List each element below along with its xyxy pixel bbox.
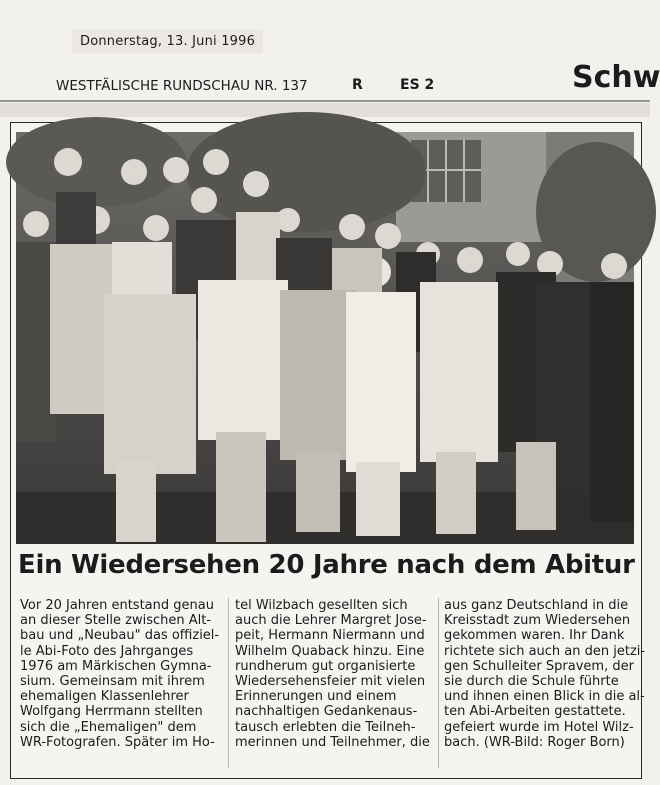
group-photo [16,132,634,544]
text-line: gekommen waren. Ihr Dank [444,628,625,644]
edition-letter: R [352,77,363,93]
column-divider [228,598,229,768]
text-line: gen Schulleiter Spravem, der [444,658,634,674]
section-code: ES 2 [400,77,435,93]
text-line: tausch erlebten die Teilneh- [235,719,416,735]
text-line: peit, Hermann Niermann und [235,628,425,644]
text-line: nachhaltigen Gedankenaus- [235,704,418,720]
town-heading-fragment: Schw [572,60,660,95]
text-line: merinnen und Teilnehmer, die [235,734,430,750]
text-line: le Abi-Foto des Jahrganges [20,643,194,659]
date-stamp: Donnerstag, 13. Juni 1996 [72,30,263,53]
article-column-1 [20,598,220,750]
newspaper-name: WESTFÄLISCHE RUNDSCHAU NR. 137 [56,78,308,94]
masthead [0,58,660,98]
text-line: aus ganz Deutschland in die [444,598,629,613]
text-line: WR-Fotografen. Später im Ho- [20,734,215,750]
text-line: sie durch die Schule führte [444,674,619,690]
text-line: auch die Lehrer Margret Jose- [235,613,427,629]
text-line: rundherum gut organisierte [235,658,416,674]
text-line: Wilhelm Quaback hinzu. Eine [235,643,425,659]
text-line: Wiedersehensfeier mit vielen [235,674,426,690]
text-line: an dieser Stelle zwischen Alt- [20,613,212,629]
text-line: ehemaligen Klassenlehrer [20,689,189,705]
text-line: richtete sich auch an den jetzi- [444,643,646,659]
text-line: bach. (WR-Bild: Roger Born) [444,734,625,750]
text-line: Wolfgang Herrmann stellten [20,704,203,720]
article-column-2 [235,598,435,750]
text-line: gefeiert wurde im Hotel Wilz- [444,719,634,735]
text-line: und ihnen einen Blick in die al- [444,689,645,705]
text-line: ten Abi-Arbeiten gestattete. [444,704,626,720]
text-line: tel Wilzbach gesellten sich [235,598,408,613]
text-line: Erinnerungen und einem [235,689,397,705]
article-headline: Ein Wiedersehen 20 Jahre nach dem Abitur [18,550,635,580]
article-column-3 [444,598,646,750]
text-line: 1976 am Märkischen Gymna- [20,658,212,674]
text-line: Kreisstadt zum Wiedersehen [444,613,631,629]
text-line: sium. Gemeinsam mit ihrem [20,674,205,690]
text-line: sich die „Ehemaligen" dem [20,719,197,735]
masthead-rule [0,100,650,102]
text-line: bau und „Neubau" das offiziel- [20,628,220,644]
column-divider [438,598,439,768]
text-line: Vor 20 Jahren entstand genau [20,598,214,613]
group-photo-icon [16,132,634,544]
